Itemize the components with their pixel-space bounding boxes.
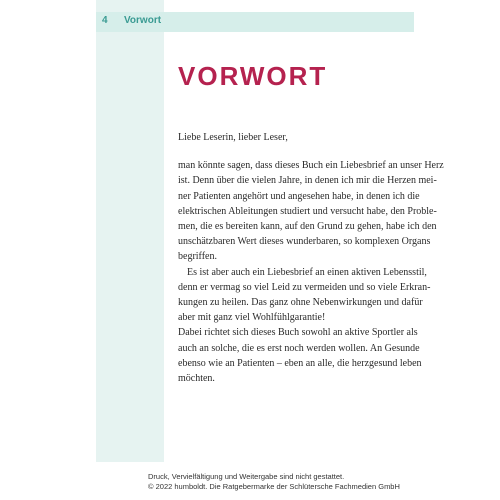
text-line: elektrischen Ableitungen studiert und versucht habe, den Proble- bbox=[178, 205, 437, 217]
salutation: Liebe Leserin, lieber Leser, bbox=[178, 132, 288, 143]
footer-copyright: © 2022 humboldt. Die Ratgebermarke der Schlütersche Fachmedien GmbH bbox=[148, 482, 400, 491]
text-line: denn er vermag so viel Leid zu vermeiden und so viele Erkran- bbox=[178, 281, 431, 293]
text-line: ebenso wie an Patienten – eben an alle, die herzgesund leben bbox=[178, 357, 422, 369]
text-line: begriffen. bbox=[178, 251, 217, 263]
text-line: Es ist aber auch ein Liebesbrief an einen aktiven Lebensstil, bbox=[187, 266, 427, 278]
text-line: ist. Denn über die vielen Jahre, in denen ich mir die Herzen mei- bbox=[178, 175, 437, 187]
copyright-footer bbox=[148, 472, 400, 492]
page-number: 4 bbox=[102, 15, 108, 26]
text-line: aber mit ganz viel Wohlfühlgarantie! bbox=[178, 312, 326, 324]
body-text bbox=[178, 130, 444, 386]
text-line: kungen zu heilen. Das ganz ohne Nebenwirkungen und dafür bbox=[178, 297, 423, 309]
chapter-title: VORWORT bbox=[178, 61, 328, 91]
text-line: auch an solche, die es erst noch werden wollen. An Gesunde bbox=[178, 342, 420, 354]
footer-notice: Druck, Vervielfältigung und Weitergabe sind nicht gestattet. bbox=[148, 472, 345, 481]
text-line: man könnte sagen, dass dieses Buch ein Liebesbrief an unser Herz bbox=[178, 160, 444, 172]
text-line: unschätzbaren Wert dieses wunderbaren, so komplexen Organs bbox=[178, 236, 431, 248]
text-line: ner Patienten angehört und angesehen habe, in denen ich die bbox=[178, 190, 420, 202]
running-header-title: Vorwort bbox=[124, 15, 162, 26]
text-line: möchten. bbox=[178, 373, 215, 385]
margin-band bbox=[96, 0, 164, 462]
paragraph-1 bbox=[178, 158, 444, 264]
paragraph-3 bbox=[178, 325, 422, 386]
text-line: men, die es bereiten kann, auf den Grund zu gehen, habe ich den bbox=[178, 221, 437, 233]
text-line: Dabei richtet sich dieses Buch sowohl an aktive Sportler als bbox=[178, 327, 418, 339]
paragraph-2 bbox=[178, 265, 431, 326]
